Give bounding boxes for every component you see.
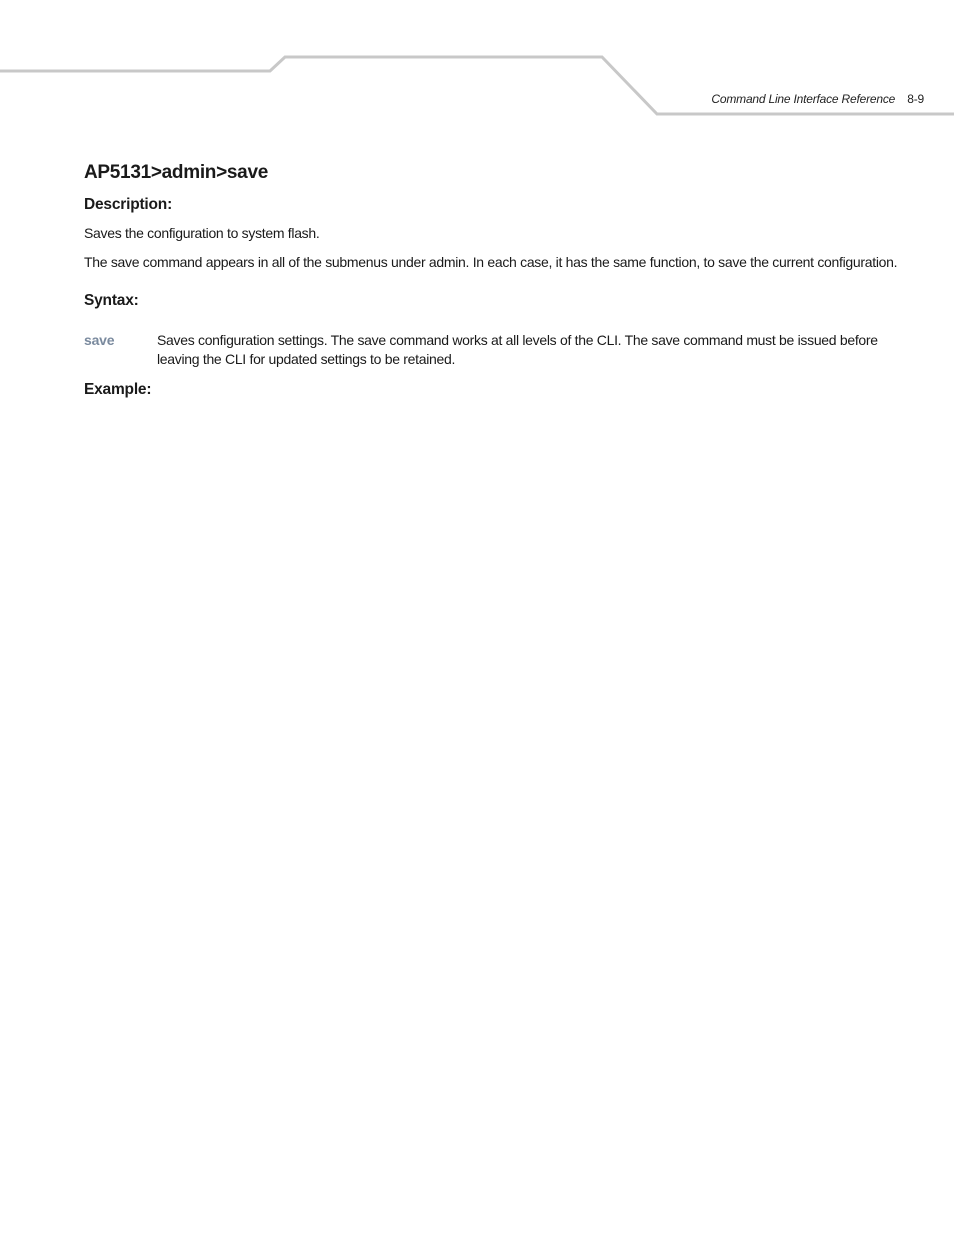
description-paragraph: The save command appears in all of the submenus under admin. In each case, it has the same function, to save the current configuration.	[84, 254, 898, 270]
running-header	[711, 92, 924, 106]
example-heading: Example:	[84, 381, 152, 398]
syntax-item	[84, 331, 904, 369]
command-title: AP5131>admin>save	[84, 162, 268, 183]
syntax-heading: Syntax:	[84, 292, 139, 309]
syntax-keyword: save	[84, 332, 115, 348]
description-heading: Description:	[84, 196, 173, 213]
syntax-description: Saves configuration settings. The save command works at all levels of the CLI. The save command must be issued before leaving the CLI for updated settings to be retained.	[157, 332, 878, 367]
page-number: 8-9	[907, 92, 924, 106]
header-rule	[0, 0, 954, 130]
description-paragraph: Saves the configuration to system flash.	[84, 225, 320, 241]
page-content	[84, 162, 904, 409]
running-title: Command Line Interface Reference	[711, 92, 896, 106]
